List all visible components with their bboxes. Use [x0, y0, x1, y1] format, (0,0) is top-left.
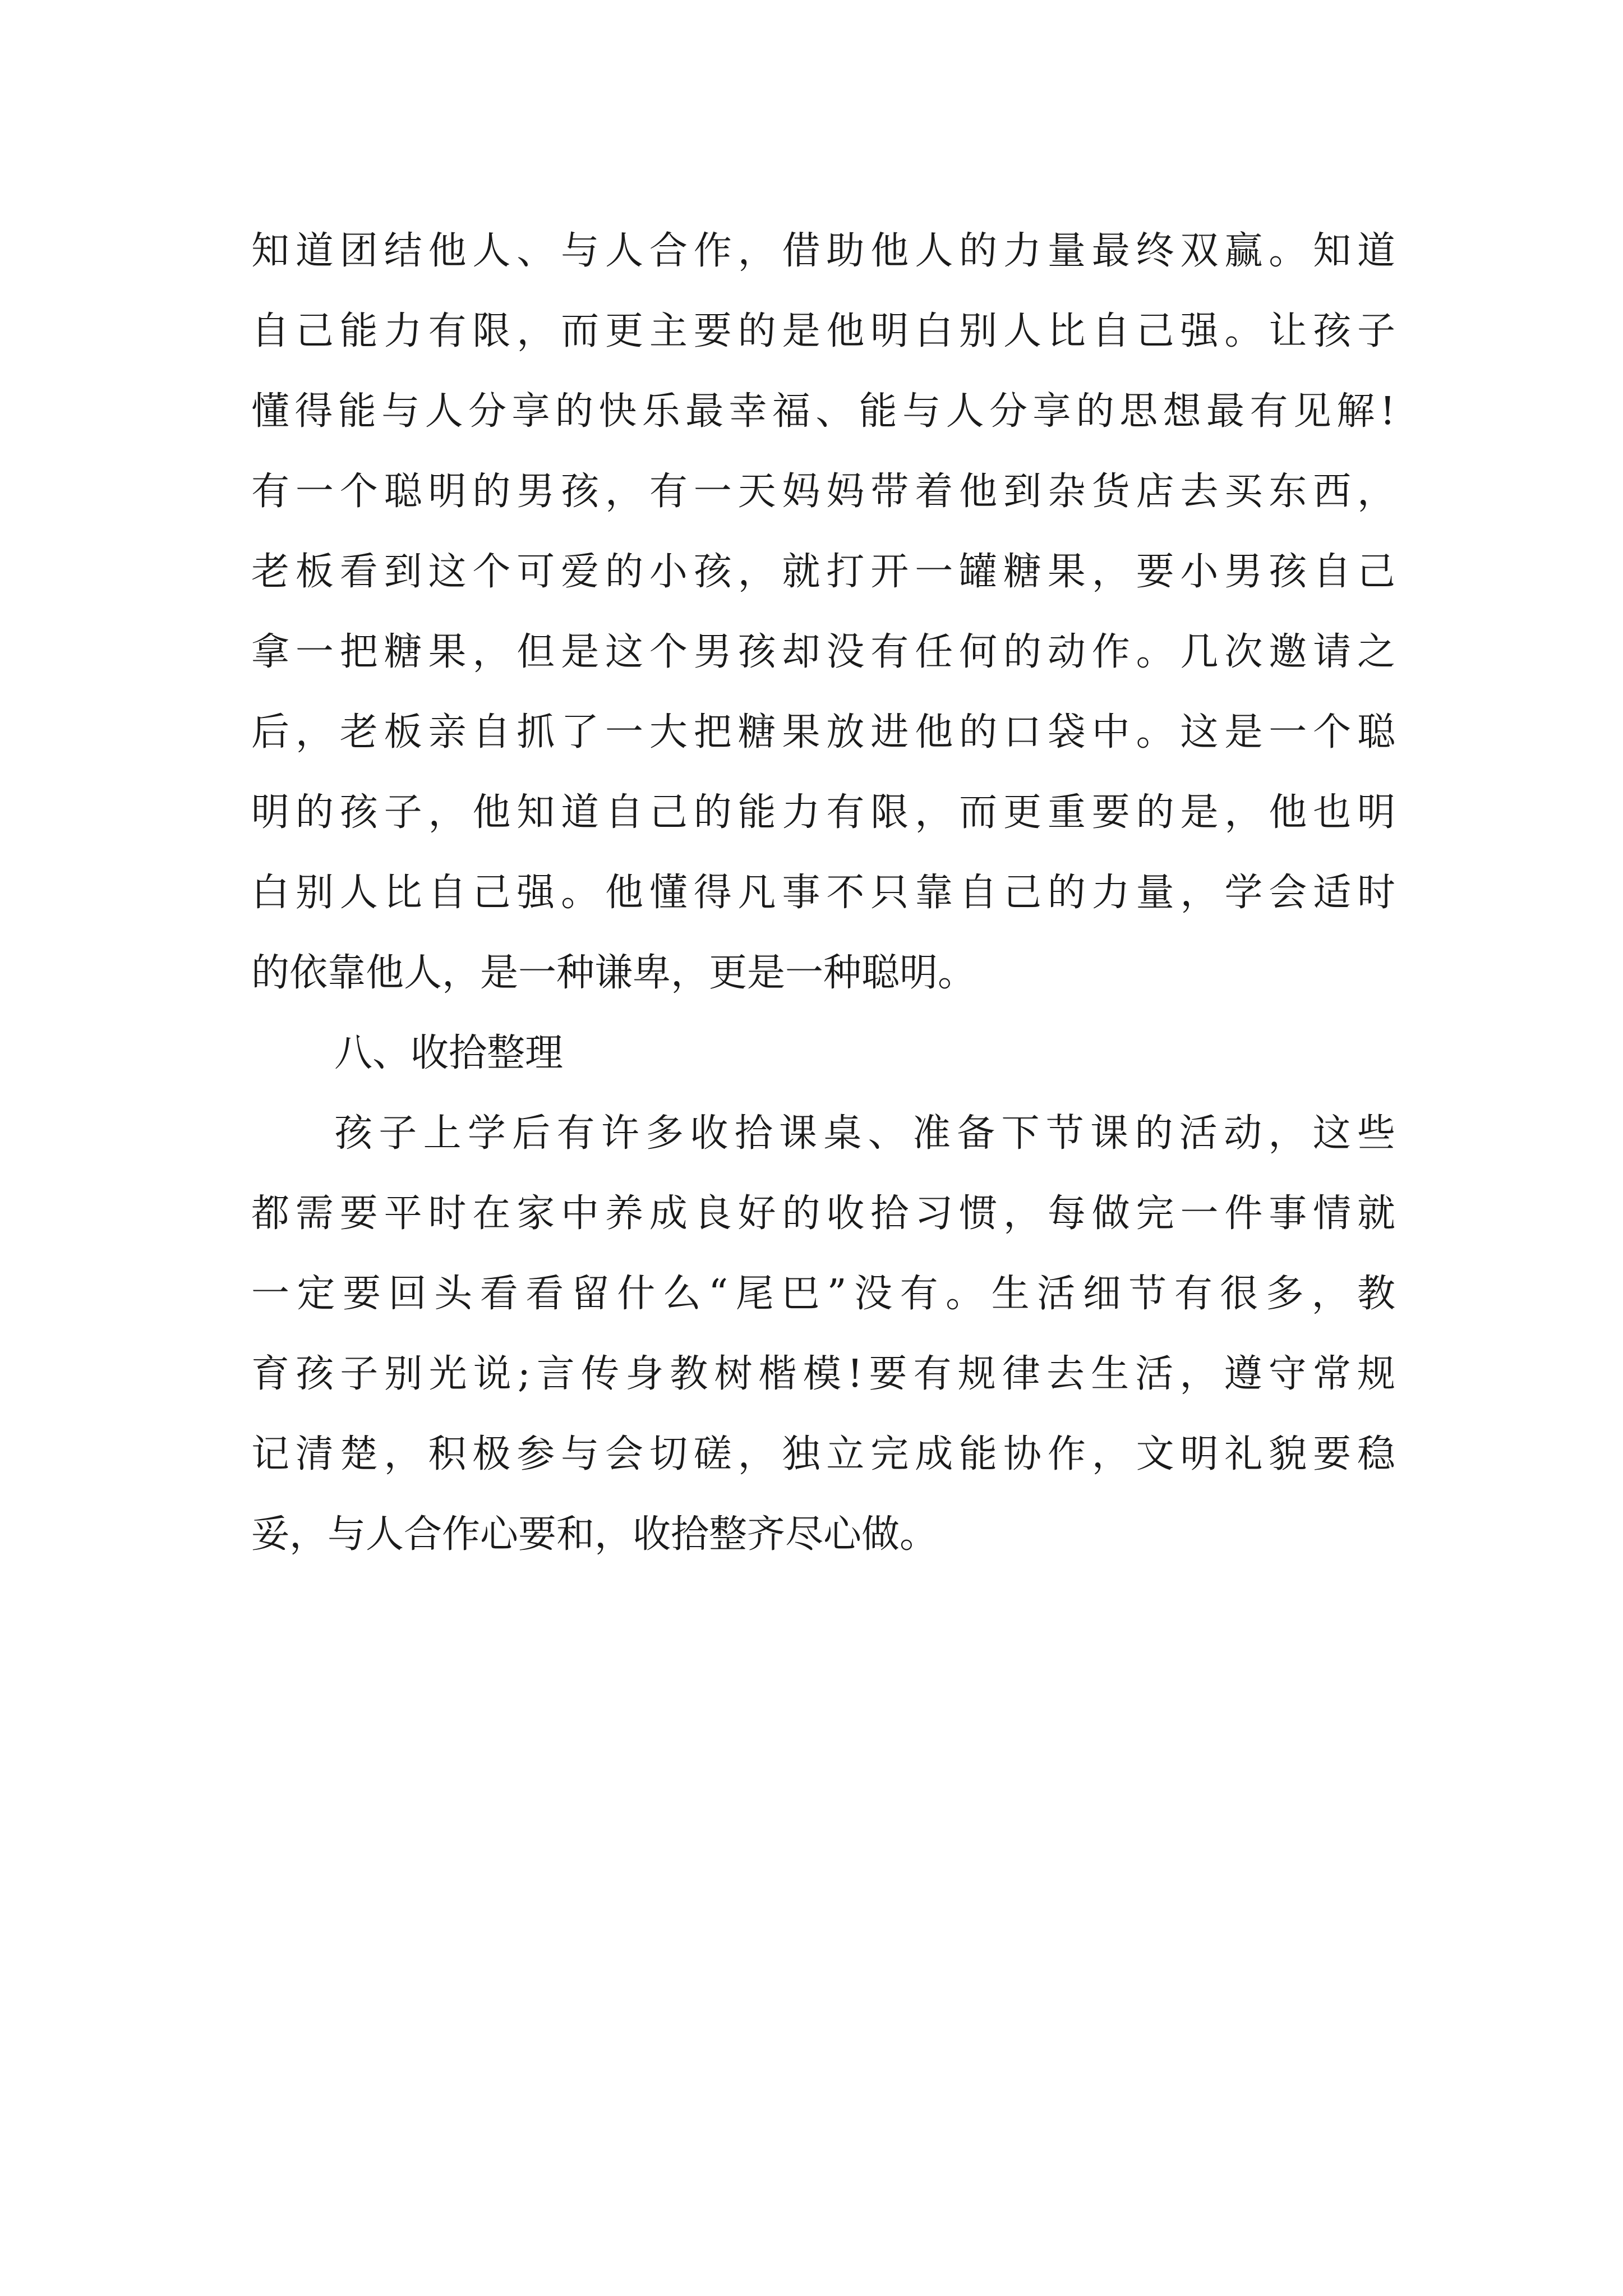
paragraph-1 [251, 211, 1395, 1013]
paragraph-line: 懂得能与人分享的快乐最幸福、能与人分享的思想最有见解! [251, 389, 1395, 434]
paragraph-line: 老板看到这个可爱的小孩，就打开一罐糖果，要小男孩自己 [251, 550, 1395, 594]
paragraph-line: 拿一把糖果，但是这个男孩却没有任何的动作。几次邀请之 [251, 630, 1395, 674]
paragraph-2 [251, 1093, 1395, 1575]
paragraph-line: 一定要回头看看留什么“尾巴”没有。生活细节有很多，教 [251, 1272, 1395, 1316]
paragraph-line: 后，老板亲自抓了一大把糖果放进他的口袋中。这是一个聪 [251, 710, 1395, 754]
paragraph-line: 妥，与人合作心要和，收拾整齐尽心做。 [251, 1512, 938, 1557]
paragraph-line: 有一个聪明的男孩，有一天妈妈带着他到杂货店去买东西， [251, 470, 1395, 514]
paragraph-line: 白别人比自己强。他懂得凡事不只靠自己的力量，学会适时 [251, 871, 1395, 915]
paragraph-line: 知道团结他人、与人合作，借助他人的力量最终双赢。知道 [251, 229, 1395, 273]
document-body [251, 211, 1395, 1575]
paragraph-line: 明的孩子，他知道自己的能力有限，而更重要的是，他也明 [251, 790, 1395, 835]
paragraph-line: 的依靠他人，是一种谦卑，更是一种聪明。 [251, 951, 976, 995]
section-heading: 八、收拾整理 [334, 1031, 564, 1075]
paragraph-line: 孩子上学后有许多收拾课桌、准备下节课的活动，这些 [334, 1111, 1395, 1156]
paragraph-line: 记清楚，积极参与会切磋，独立完成能协作，文明礼貌要稳 [251, 1432, 1395, 1476]
paragraph-line: 都需要平时在家中养成良好的收拾习惯，每做完一件事情就 [251, 1191, 1395, 1236]
paragraph-line: 育孩子别光说;言传身教树楷模!要有规律去生活，遵守常规 [251, 1352, 1395, 1396]
paragraph-line: 自己能力有限，而更主要的是他明白别人比自己强。让孩子 [251, 309, 1395, 353]
